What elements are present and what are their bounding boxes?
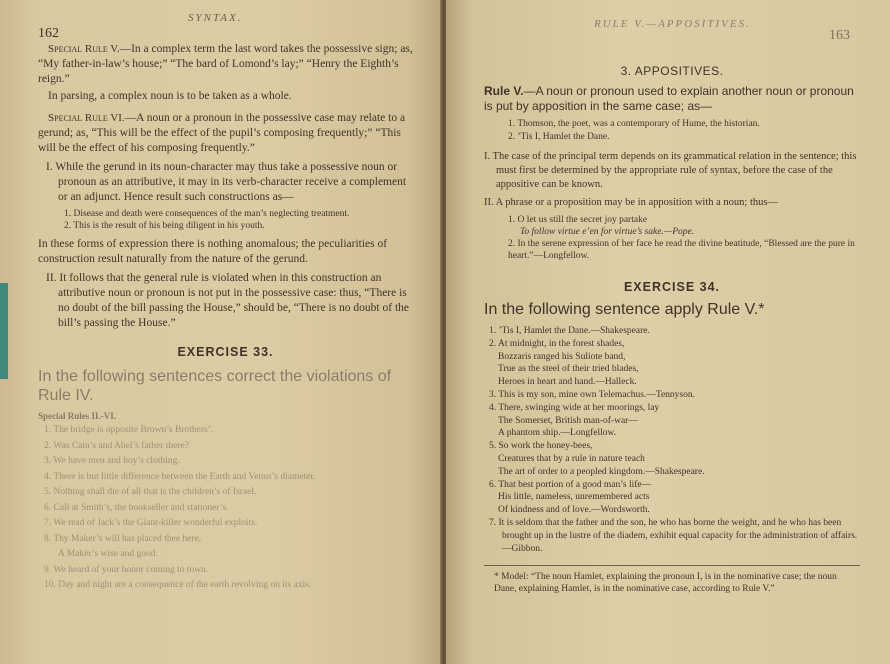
list-line: A phantom ship.—Longfellow. bbox=[498, 428, 617, 439]
list-line: Heroes in heart and hand.—Halleck. bbox=[498, 377, 637, 388]
list-item: 5. So work the honey-bees, bbox=[489, 441, 593, 452]
right-page-number: 163 bbox=[829, 28, 850, 43]
left-page-number: 162 bbox=[38, 26, 59, 41]
list-item: 9. We heard of your honor coming to town. bbox=[44, 564, 209, 575]
left-page bbox=[0, 0, 443, 664]
exercise-33-list bbox=[38, 423, 413, 594]
list-item: 4. There is but little difference between the Earth and Venus’s diameter. bbox=[44, 471, 316, 482]
footnote-divider bbox=[484, 565, 860, 566]
list-item: 2. At midnight, in the forest shades, bbox=[489, 338, 625, 349]
list-line: Bozzaris ranged his Suliote band, bbox=[498, 351, 626, 362]
appositive-note-1: I. The case of the principal term depends on its grammatical relation in the sentence; this must first be determined by the appropriate rule of syntax, before the case of the appositive can be known. bbox=[484, 151, 857, 190]
list-item: 1. ’Tis I, Hamlet the Dane.—Shakespeare. bbox=[489, 326, 650, 336]
note-gerund: I. While the gerund in its noun-character may thus take a possessive noun or pronoun as an attributive, it may in its verb-character receive a complement or an adjunct. Hence result such constructions as— bbox=[46, 161, 407, 203]
example-2: 2. This is the result of his being diligent in his youth. bbox=[64, 221, 265, 231]
list-item: 3. This is my son, mine own Telemachus.—Tennyson. bbox=[489, 389, 696, 400]
list-item: A Maker’s wise and good. bbox=[58, 549, 158, 559]
example-1: 1. Disease and death were consequences of the man’s neglecting treatment. bbox=[64, 209, 350, 219]
list-item: 1. The bridge is opposite Brown’s Brothers’. bbox=[44, 425, 214, 435]
right-running-head bbox=[484, 8, 860, 43]
right-page bbox=[446, 0, 890, 664]
note-violation: II. It follows that the general rule is violated when in this construction an attributive noun or pronoun is not put in the possessive case: thus, “There is no doubt of the bill passing the House,” should be, “There is no doubt of the bill’s passing the House.” bbox=[46, 272, 410, 329]
list-item: 4. There, swinging wide at her moorings, lay bbox=[489, 402, 660, 413]
appositive-note-2: II. A phrase or a proposition may be in apposition with a noun; thus— bbox=[484, 197, 778, 208]
left-running-title: SYNTAX. bbox=[188, 12, 243, 24]
right-running-title: RULE V.—APPOSITIVES. bbox=[594, 18, 751, 30]
rule-5: Rule V.—A noun or pronoun used to explain another noun or pronoun is put by apposition in the same case; as— bbox=[484, 84, 854, 113]
list-item: 5. Nothing shall die of all that is the children’s of Israel. bbox=[44, 487, 257, 497]
section-title: 3. APPOSITIVES. bbox=[620, 64, 724, 78]
note-2-example-1: 1. O let us still the secret joy partake bbox=[508, 215, 648, 225]
list-item: 7. It is seldom that the father and the son, he who has borne the weight, and he who has been brought up in the lustre of the diadem, exhibit equal capacity for the administration of affairs.—Gibbon. bbox=[489, 517, 858, 554]
exercise-34-instruction: In the following sentence apply Rule V.* bbox=[484, 301, 765, 318]
exercise-34-list bbox=[484, 325, 860, 555]
rule-example-2: 2. ’Tis I, Hamlet the Dane. bbox=[508, 132, 610, 142]
note-2-example-1-cont: To follow virtue e’en for virtue’s sake.—Pope. bbox=[520, 227, 695, 237]
list-line: The Somerset, British man-of-war— bbox=[498, 415, 638, 426]
exercise-33-subhead: Special Rules II.-VI. bbox=[38, 411, 117, 421]
exercise-33-instruction: In the following sentences correct the violations of Rule IV. bbox=[38, 368, 392, 404]
note-2-example-2: 2. In the serene expression of her face he read the divine beatitude, “Blessed are the pure in heart.”—Longfellow. bbox=[508, 239, 855, 261]
special-rule-5: Special Rule V.—In a complex term the last word takes the possessive sign; as, “My father-in-law’s house;” “The bard of Lomond’s lay;” “Henry the Eighth’s reign.” bbox=[38, 43, 413, 85]
exercise-34-title: EXERCISE 34. bbox=[623, 280, 721, 294]
list-item: 6. Call at Smith’s, the bookseller and stationer’s. bbox=[44, 502, 229, 513]
list-item: 3. We have men and boy’s clothing. bbox=[44, 456, 180, 466]
list-line: Creatures that by a rule in nature teach bbox=[498, 453, 645, 464]
list-item: 8. Thy Maker’s will has placed thee here, bbox=[44, 533, 202, 544]
bookmark-tab bbox=[0, 283, 8, 379]
left-running-head bbox=[38, 8, 413, 41]
list-line: The art of order to a peopled kingdom.—Shakespeare. bbox=[498, 466, 705, 477]
footnote-model: * Model: “The noun Hamlet, explaining the pronoun I, is in the nominative case; the noun Dane, explaining Hamlet, is in the nominative case, according to Rule V.” bbox=[494, 572, 837, 595]
list-item: 7. We read of Jack’s the Giant-killer wonderful exploits. bbox=[44, 518, 258, 528]
list-line: True as the steel of their tried blades, bbox=[498, 364, 639, 375]
list-item: 6. That best portion of a good man’s life— bbox=[489, 479, 652, 490]
parsing-note: In parsing, a complex noun is to be taken as a whole. bbox=[48, 90, 292, 102]
list-line: His little, nameless, unremembered acts bbox=[498, 492, 650, 503]
list-item: 2. Was Cain’s and Abel’s father there? bbox=[44, 440, 189, 451]
anomalous-paragraph: In these forms of expression there is nothing anomalous; the peculiarities of construction result naturally from the nature of the gerund. bbox=[38, 238, 388, 265]
rule-example-1: 1. Thomson, the poet, was a contemporary of Hume, the historian. bbox=[508, 119, 760, 129]
list-line: Of kindness and of love.—Wordsworth. bbox=[498, 505, 650, 516]
special-rule-6: Special Rule VI.—A noun or a pronoun in the possessive case may relate to a gerund; as, “This will be the effect of the pupil’s composing frequently;” “This will be the effect of his composing frequently.” bbox=[38, 112, 406, 154]
list-item: 10. Day and night are a consequence of the earth revolving on its axis. bbox=[44, 580, 312, 590]
exercise-33-title: EXERCISE 33. bbox=[177, 345, 274, 359]
